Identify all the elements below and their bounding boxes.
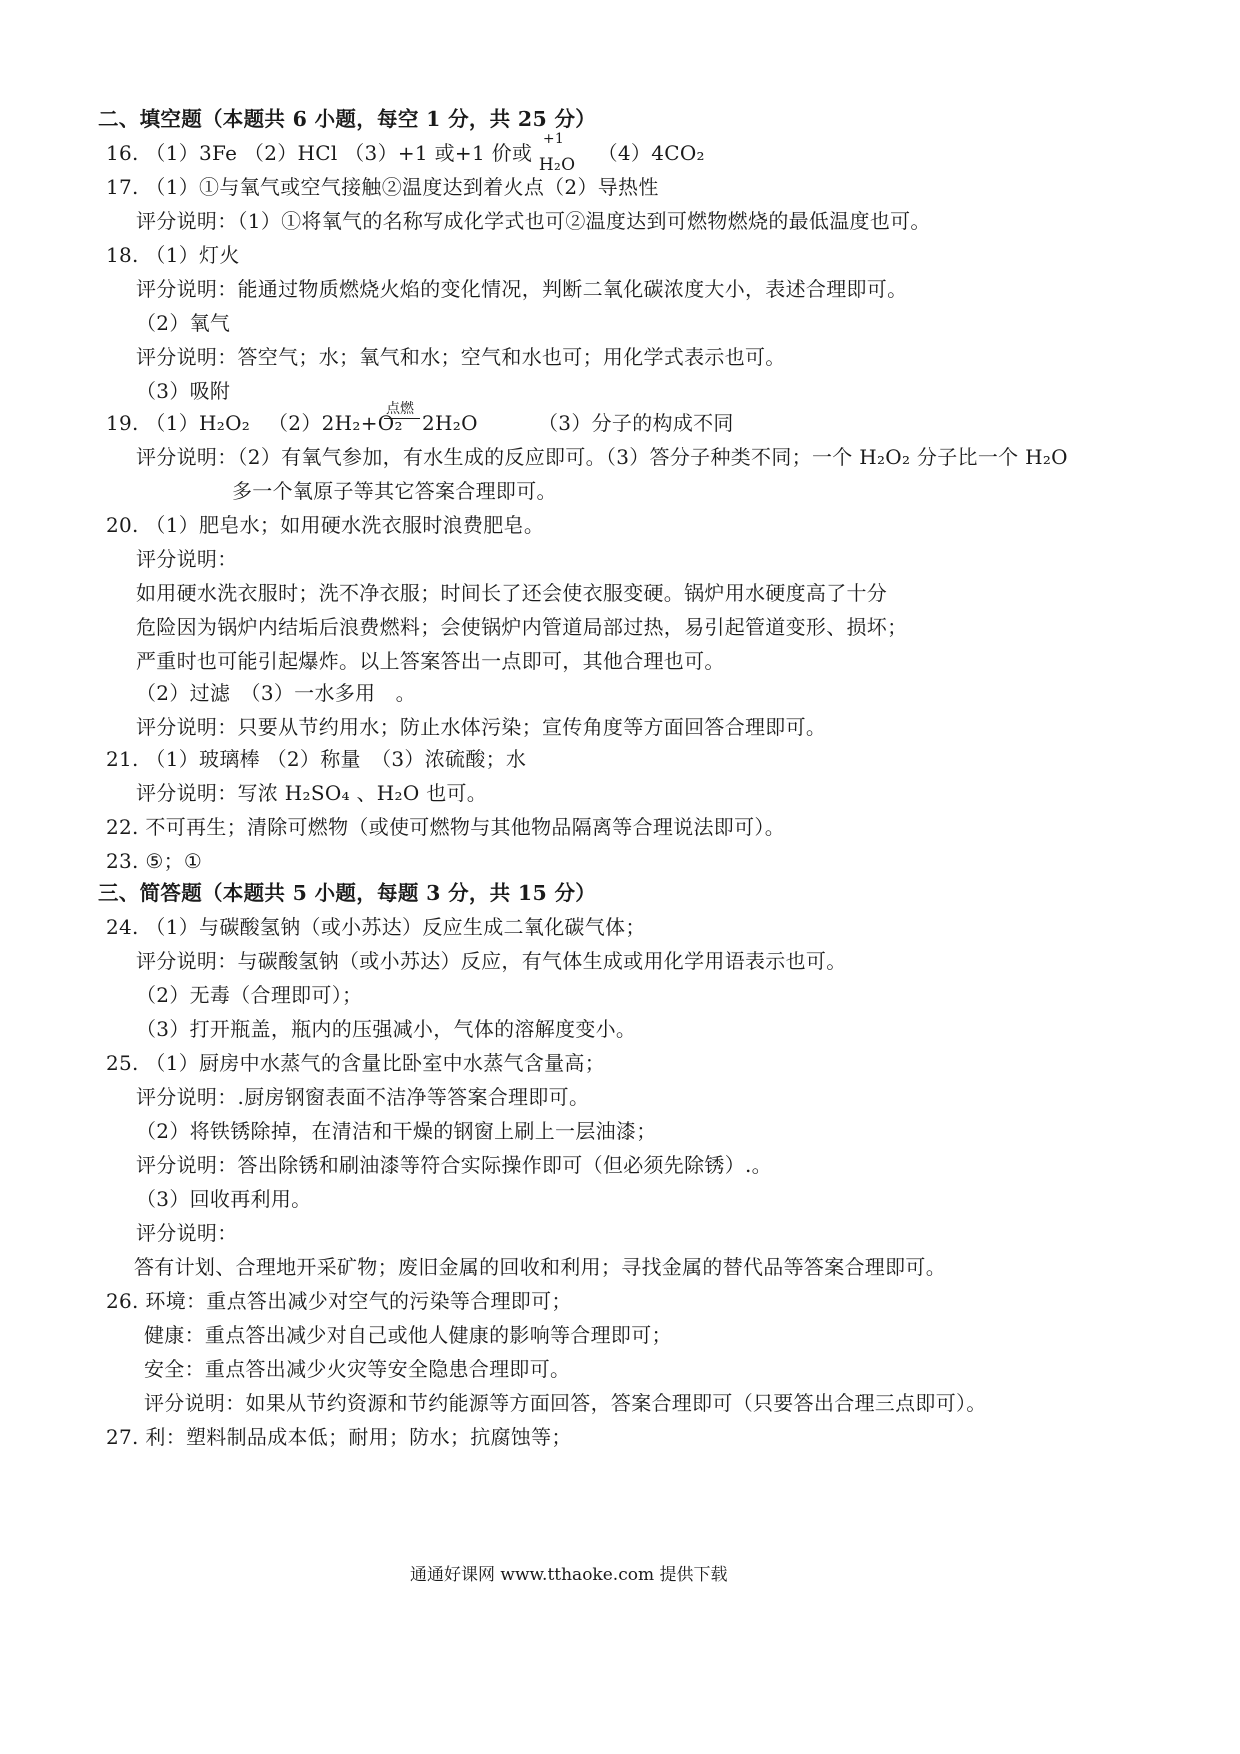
q17-line: （1）①与氧气或空气接触②温度达到着火点（2）导热性 bbox=[145, 175, 659, 199]
q19-scoring-note-2: 多一个氧原子等其它答案合理即可。 bbox=[232, 479, 557, 503]
q19-equation-right: 2H₂O bbox=[422, 411, 478, 435]
q20-number: 20. bbox=[106, 513, 139, 537]
q17-answer bbox=[106, 174, 659, 200]
q18-answer-3: （3）吸附 bbox=[136, 379, 231, 403]
q20-scoring-line-2: 危险因为锅炉内结垢后浪费燃料；会使锅炉内管道局部过热，易引起管道变形、损坏； bbox=[136, 615, 908, 639]
q24-scoring-note: 评分说明：与碳酸氢钠（或小苏达）反应，有气体生成或用化学用语表示也可。 bbox=[136, 949, 847, 973]
q17-scoring-note: 评分说明：（1）①将氧气的名称写成化学式也可②温度达到可燃物燃烧的最低温度也可。 bbox=[136, 209, 931, 233]
q25-answer-1 bbox=[106, 1050, 605, 1076]
q26-scoring-note: 评分说明：如果从节约资源和节约能源等方面回答，答案合理即可（只要答出合理三点即可）。 bbox=[144, 1391, 987, 1415]
q18-line-1: （1）灯火 bbox=[145, 243, 240, 267]
q22-answer bbox=[106, 814, 785, 840]
q25-scoring-note-2: 评分说明：答出除锈和刷油漆等符合实际操作即可（但必须先除锈）.。 bbox=[136, 1153, 772, 1177]
q20-line-1: （1）肥皂水；如用硬水洗衣服时浪费肥皂。 bbox=[145, 513, 545, 537]
q27-answer-1 bbox=[106, 1424, 572, 1450]
q16-number: 16. bbox=[106, 141, 139, 165]
q20-scoring-line-1: 如用硬水洗衣服时；洗不净衣服；时间长了还会使衣服变硬。锅炉用水硬度高了十分 bbox=[136, 581, 888, 605]
q27-number: 27. bbox=[106, 1425, 139, 1449]
section-2-heading: 二、填空题（本题共 6 小题，每空 1 分，共 25 分） bbox=[98, 107, 597, 131]
q24-answer-2: （2）无毒（合理即可）； bbox=[136, 983, 363, 1007]
q18-number: 18. bbox=[106, 243, 139, 267]
q25-scoring-note-1: 评分说明：.厨房钢窗表面不洁净等答案合理即可。 bbox=[136, 1085, 590, 1109]
q20-scoring-line-3: 严重时也可能引起爆炸。以上答案答出一点即可，其他合理也可。 bbox=[136, 649, 725, 673]
q21-scoring-note: 评分说明：写浓 H₂SO₄ 、H₂O 也可。 bbox=[136, 781, 488, 805]
q24-answer-1 bbox=[106, 914, 646, 940]
q20-answer-2: （2）过滤 （3）一水多用 。 bbox=[136, 681, 416, 705]
q24-answer-3: （3）打开瓶盖，瓶内的压强减小，气体的溶解度变小。 bbox=[136, 1017, 637, 1041]
q19-scoring-note-1: 评分说明：（2）有氧气参加，有水生成的反应即可。（3）答分子种类不同；一个 H₂O₂ 分子比一个 H₂O bbox=[136, 445, 1068, 469]
q23-number: 23. bbox=[106, 849, 139, 873]
q19-answer bbox=[106, 410, 250, 436]
q21-line: （1）玻璃棒 （2）称量 （3）浓硫酸；水 bbox=[145, 747, 527, 771]
q16-part-2: （4）4CO₂ bbox=[597, 141, 705, 165]
q26-number: 26. bbox=[106, 1289, 139, 1313]
q16-answer bbox=[106, 131, 705, 175]
q19-reaction-line bbox=[384, 418, 420, 419]
q24-line-1: （1）与碳酸氢钠（或小苏达）反应生成二氧化碳气体； bbox=[145, 915, 646, 939]
q19-part-3: （3）分子的构成不同 bbox=[538, 411, 734, 435]
q24-number: 24. bbox=[106, 915, 139, 939]
q19-number: 19. bbox=[106, 411, 139, 435]
q16-valence-block bbox=[538, 131, 591, 175]
q22-number: 22. bbox=[106, 815, 139, 839]
q26-line-1: 环境：重点答出减少对空气的污染等合理即可； bbox=[145, 1289, 572, 1313]
footer-source: 通通好课网 www.tthaoke.com 提供下载 bbox=[410, 1565, 728, 1585]
q16-h2o: H₂O bbox=[538, 155, 576, 175]
q21-number: 21. bbox=[106, 747, 139, 771]
q26-answer-3: 安全：重点答出减少火灾等安全隐患合理即可。 bbox=[144, 1357, 571, 1381]
section-3-heading: 三、简答题（本题共 5 小题，每题 3 分，共 15 分） bbox=[98, 881, 597, 905]
q25-scoring-note-3: 答有计划、合理地开采矿物；废旧金属的回收和利用；寻找金属的替代品等答案合理即可。 bbox=[134, 1255, 946, 1279]
q25-answer-3: （3）回收再利用。 bbox=[136, 1187, 312, 1211]
q25-scoring-title: 评分说明： bbox=[136, 1221, 238, 1245]
q27-line-1: 利：塑料制品成本低；耐用；防水；抗腐蚀等； bbox=[145, 1425, 572, 1449]
q20-answer-1 bbox=[106, 512, 544, 538]
q23-line: ⑤；① bbox=[145, 849, 203, 873]
q20-scoring-title: 评分说明： bbox=[136, 547, 238, 571]
q19-equation-left: （2）2H₂+O₂ bbox=[268, 411, 403, 435]
q18-answer-1 bbox=[106, 242, 240, 268]
q18-scoring-note-2: 评分说明：答空气；水；氧气和水；空气和水也可；用化学式表示也可。 bbox=[136, 345, 786, 369]
q19-part-1: （1）H₂O₂ bbox=[145, 411, 251, 435]
q20-scoring-note: 评分说明：只要从节约用水；防止水体污染；宣传角度等方面回答合理即可。 bbox=[136, 715, 827, 739]
q23-answer bbox=[106, 848, 202, 874]
q18-scoring-note-1: 评分说明：能通过物质燃烧火焰的变化情况，判断二氧化碳浓度大小，表述合理即可。 bbox=[136, 277, 908, 301]
q26-answer-2: 健康：重点答出减少对自己或他人健康的影响等合理即可； bbox=[144, 1323, 672, 1347]
q21-answer bbox=[106, 746, 526, 772]
q26-answer-1 bbox=[106, 1288, 572, 1314]
q19-reaction-condition: 点燃 bbox=[386, 401, 414, 417]
q25-number: 25. bbox=[106, 1051, 139, 1075]
q25-line-1: （1）厨房中水蒸气的含量比卧室中水蒸气含量高； bbox=[145, 1051, 606, 1075]
q25-answer-2: （2）将铁锈除掉，在清洁和干燥的钢窗上刷上一层油漆； bbox=[136, 1119, 657, 1143]
q17-number: 17. bbox=[106, 175, 139, 199]
q16-valence-mark: +1 bbox=[542, 131, 565, 147]
q18-answer-2: （2）氧气 bbox=[136, 311, 231, 335]
q16-part-1: （1）3Fe （2）HCl （3）+1 或+1 价或 bbox=[145, 141, 539, 165]
q22-line: 不可再生；清除可燃物（或使可燃物与其他物品隔离等合理说法即可）。 bbox=[145, 815, 785, 839]
